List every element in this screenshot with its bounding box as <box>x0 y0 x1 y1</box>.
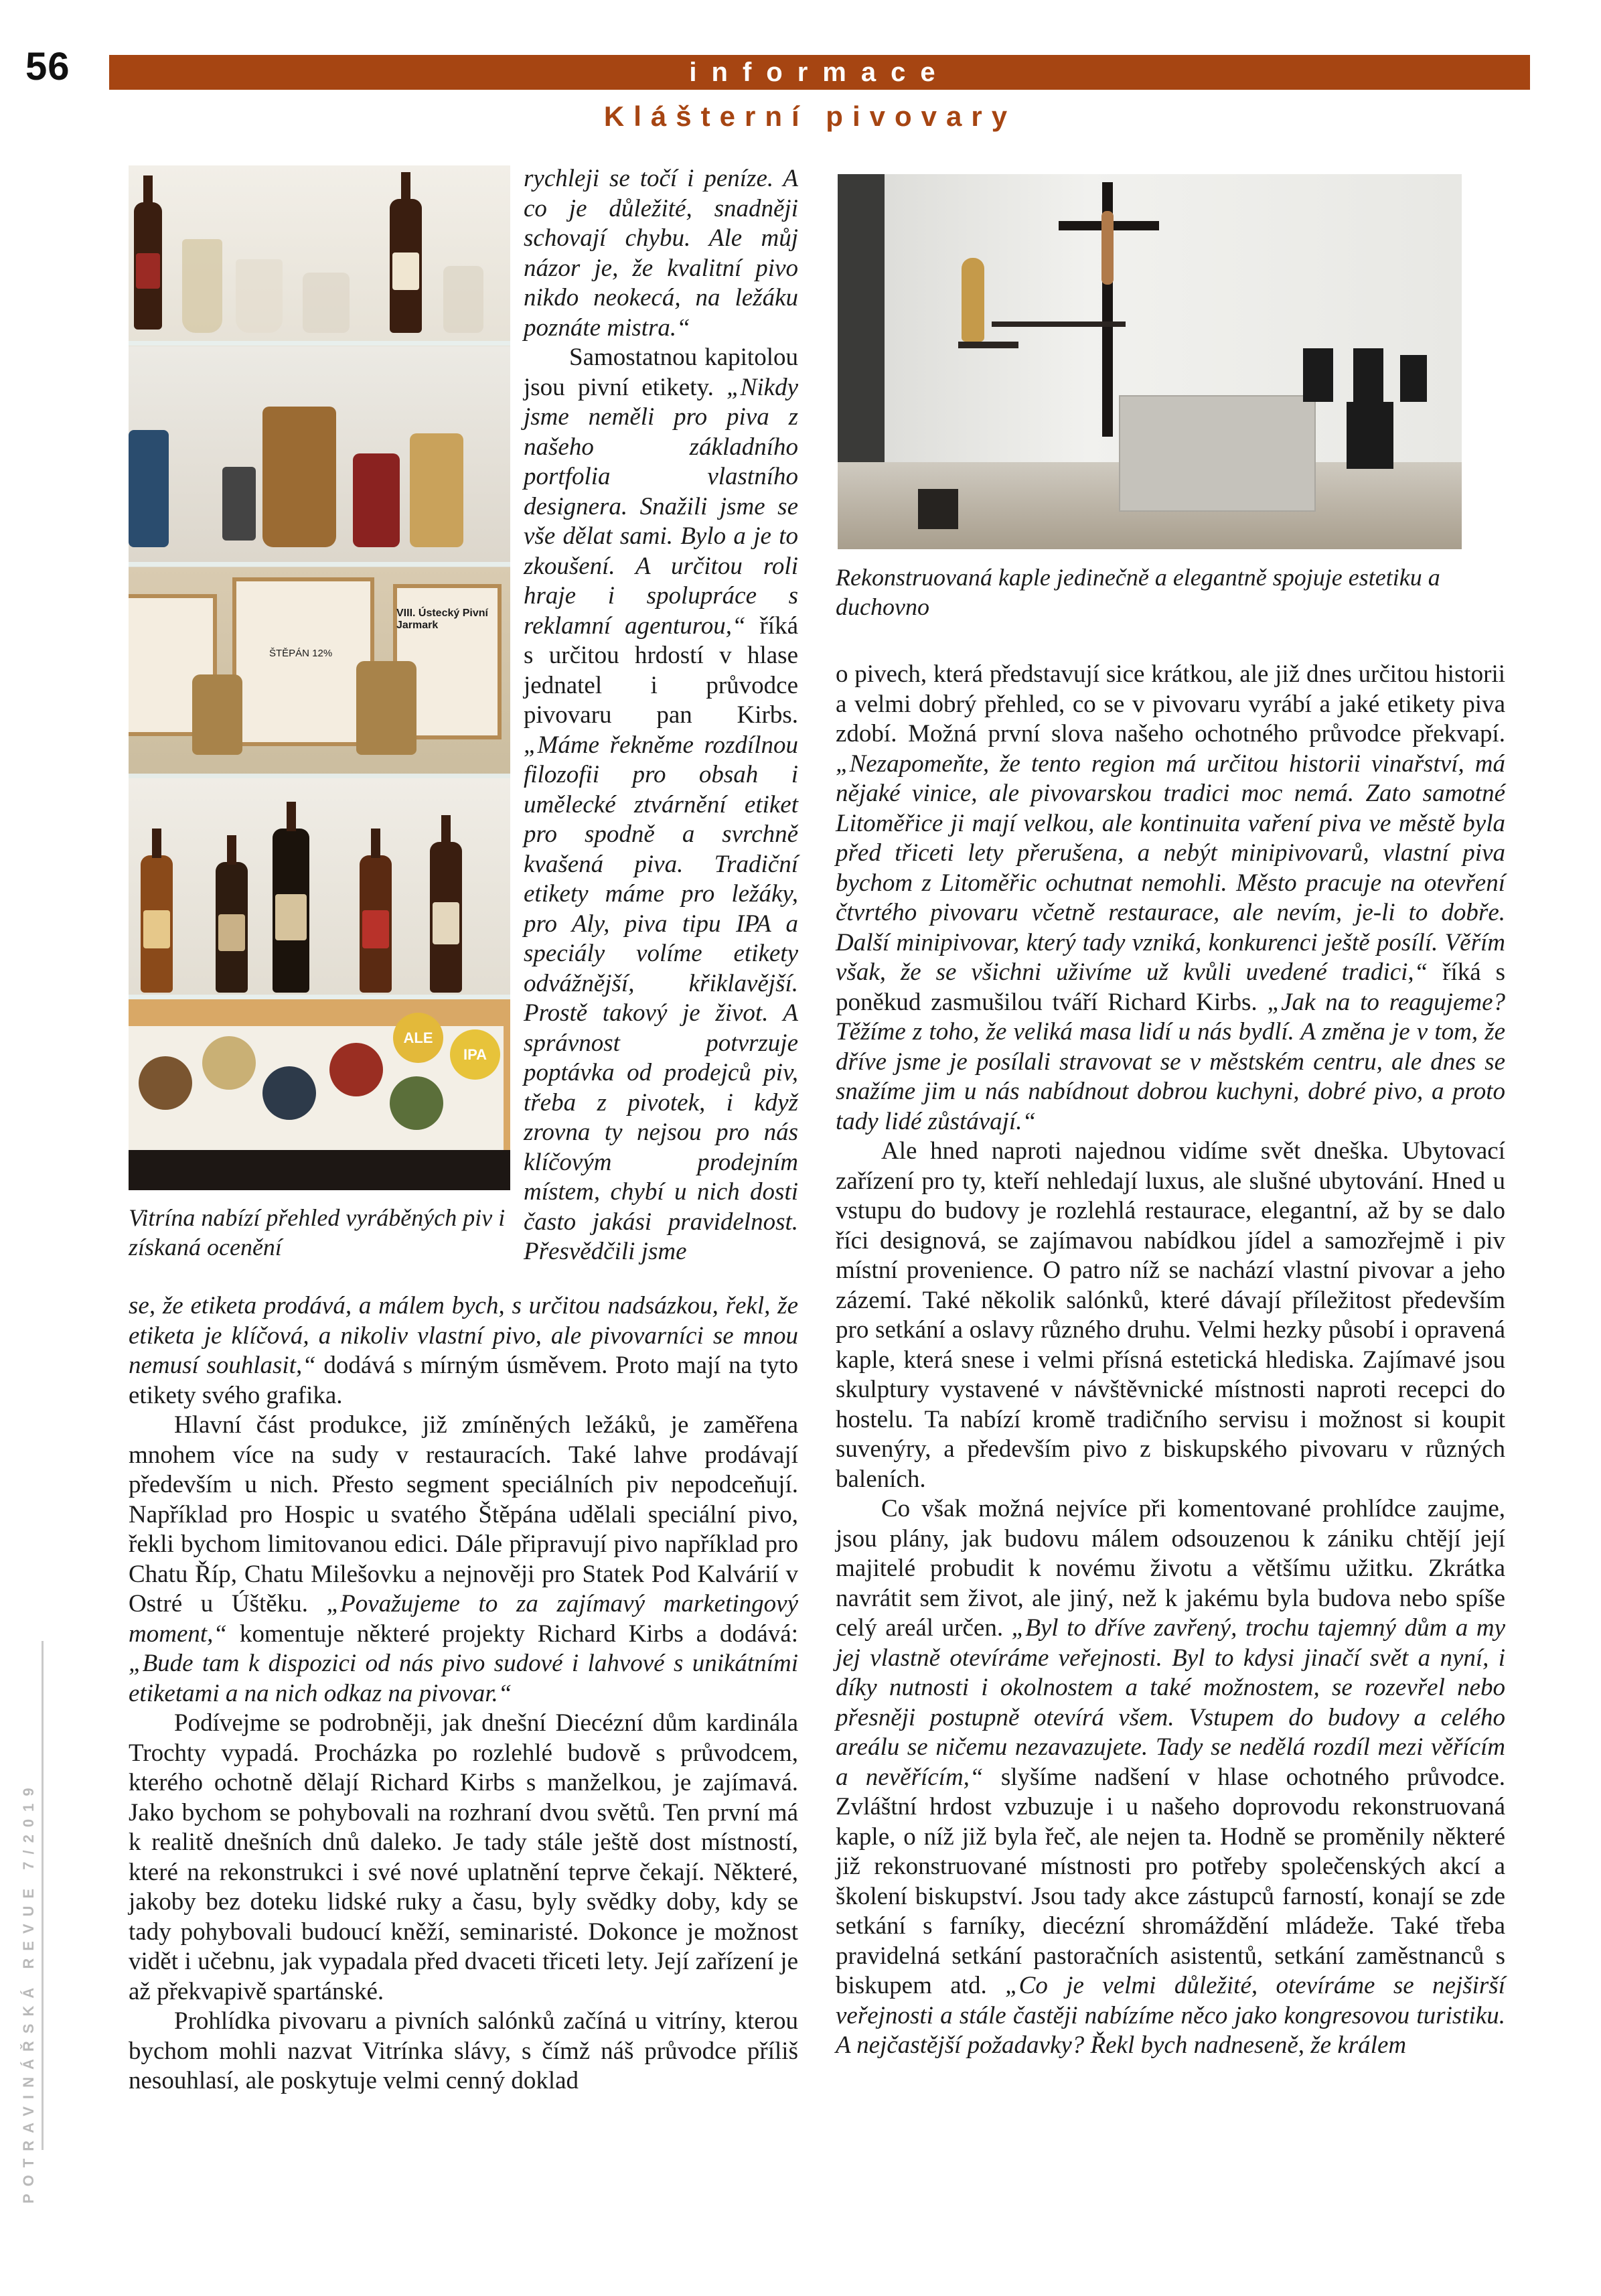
body-text: Co však možná nejvíce při komentované prohlídce zaujme, jsou plány, jak budovu málem odsouzenou k zániku chtějí její majitelé probudit k novému životu a většímu užitku. Zkrátka navrátit sem život, ale jiný, než k jakému byla budova nebo spíše celý areál určen. <box>836 1495 1505 1642</box>
coaster-ipa: IPA <box>450 1029 500 1080</box>
body-text: říká s poněkud zasmušilou tváří Richard Kirbs. <box>836 958 1505 1016</box>
poster-text: VIII. Ústecký Pivní Jarmark <box>396 607 488 631</box>
body-text: Samostatnou kapitolou jsou pivní etikety. <box>524 344 798 401</box>
body-text: dodává s mírným úsměvem. Proto mají na tyto etikety svého grafika. <box>129 1352 798 1409</box>
quote-text: „Považujeme to za zajímavý marketingový moment,“ <box>129 1590 798 1648</box>
article-paragraph <box>524 343 798 1267</box>
article-paragraph <box>129 1291 798 1411</box>
article-paragraph <box>836 660 1505 1137</box>
vitrine-caption: Vitrína nabízí přehled vyráběných piv i získaná ocenění <box>129 1204 506 1261</box>
narrow-text-column <box>524 164 798 1267</box>
article-paragraph <box>129 1411 798 1709</box>
page-number: 56 <box>25 45 70 88</box>
chapel-caption: Rekonstruovaná kaple jedinečně a elegantně spojuje estetiku a duchovno <box>836 564 1440 620</box>
sidebar-rule <box>42 1641 44 2150</box>
quote-text: „Co je velmi důležité, otevíráme se nejširší veřejnosti a stále častěji nabízíme něco jako kongresovou turistiku. A nejčastější požadavky? Řekl bych nadneseně, že králem <box>836 1972 1505 2059</box>
article-title: Klášterní pivovary <box>603 100 1017 132</box>
vitrine-photo <box>129 165 510 1190</box>
chapel-photo <box>838 174 1462 549</box>
article-paragraph <box>129 2007 798 2096</box>
body-text: komentuje některé projekty Richard Kirbs a dodává: <box>239 1620 799 1648</box>
quote-text: se, že etiketa prodává, a málem bych, s určitou nadsázkou, řekl, že etiketa je klíčová, a nikoliv vlastní pivo, ale pivovarníci se mnou nemusí souhlasit,“ <box>129 1292 798 1379</box>
certificate-text: ŠTĚPÁN 12% <box>269 648 333 659</box>
right-text-column <box>836 660 1505 2061</box>
quote-text: „Bude tam k dispozici od nás pivo sudové i lahvové s unikátními etiketami a na nich odkaz na pivovar.“ <box>129 1650 798 1707</box>
body-text: Hlavní část produkce, již zmíněných ležáků, je zaměřena mnohem více na sudy v restauracích. Také lahve prodávají především u nich. Přesto segment speciálních piv nepodceňují. Například pro Hospic u svatého Štěpána udělali speciální pivo, řekli bychom limitovanou edici. Dále připravují pivo například pro Chatu Říp, Chatu Milešovku a nejnověji pro Statek Pod Kalvárií v Ostré u Úštěku. <box>129 1411 798 1618</box>
article-paragraph <box>836 1494 1505 2061</box>
body-text: Podívejme se podrobněji, jak dnešní Diecézní dům kardinála Trochty vypadá. Procházka po rozlehlé budově s průvodcem, kterého ochotně dělají Richard Kirbs s manželkou, je zajímavá. Jako bychom se pohybovali na rozhraní dvou světů. Ten první má k realitě dnešních dnů daleko. Je tady stále ještě dost místností, které na rekonstrukci i své nové uplatnění teprve čekají. Některé, jakoby bez doteku lidské ruky a času, byly svědky doby, kdy se tady pohybovali budoucí kněží, seminaristé. Dokonce je možnost vidět i učebnu, jak vypadala před dvaceti třiceti lety. Její zařízení je až překvapivě spartánské. <box>129 1709 798 2005</box>
article-paragraph <box>129 1709 798 2007</box>
quote-text: „Jak na to reagujeme? Těžíme z toho, že veliká masa lidí u nás bydlí. A změna je v tom, že dříve jsme je posílali stravovat se v městském centru, ale dnes se snažíme jim u nás nabídnout dobrou kuchyni, dobré pivo, a proto tady lidé zůstávají.“ <box>836 988 1506 1135</box>
body-text: Prohlídka pivovaru a pivních salónků začíná u vitríny, kterou bychom mohli nazvat Vitrínka slávy, s čímž náš průvodce příliš nesouhlasí, ale poskytuje velmi cenný doklad <box>129 2007 798 2094</box>
article-paragraph <box>836 1137 1505 1494</box>
quote-text: „Nezapomeňte, že tento region má určitou historii vinařství, má nějaké vinice, ale pivovarskou tradici moc nemá. Zato samotné Litoměřice ji mají velkou, ale kontinuita vaření piva ve městě byla před třiceti lety přerušena, a nebýt minipivovarů, vlastní piva bychom z Litoměřic ochutnat nemohli. Město pracuje na otevření čtvrtého pivovaru včetně restaurace, ale nevím, je-li to dobře. Další minipivovar, který tady vzniká, konkurenci ještě posílí. Věřím však, že se všichni uživíme už kvůli uvedené tradici,“ <box>836 749 1505 986</box>
quote-text: „Máme řekněme rozdílnou filozofii pro obsah i umělecké ztvárnění etiket pro spodně a svrchně kvašená piva. Tradiční etikety máme pro ležáky, pro Aly, piva tipu IPA a speciály volíme etikety odvážnější, křiklavější. Prostě takový je život. A správnost potvrzuje poptávka od prodejců piv, třeba z pivotek, i když zrovna ty nejsou pro nás klíčovým prodejním místem, chybí u nich dosti často jakási pravidelnost. Přesvědčili jsme <box>524 731 798 1265</box>
body-text: Ale hned naproti najednou vidíme svět dneška. Ubytovací zařízení pro ty, kteří nehledají luxus, ale slušné ubytování. Hned u vstupu do budovy je rozlehlá restaurace, elegantní, až by se dalo říci designová, se zajímavou nabídkou jídel a samozřejmě i piv místní provenience. O patro níž se nachází vlastní pivovar a jeho zázemí. Také několik salónků, které dávají příležitost především pro setkání a oslavy různého druhu. Velmi hezky působí i opravená kaple, která snese i velmi přísná estetická hlediska. Zajímavé jsou skulptury vystavené v návštěvnické místnosti naproti recepci do hostelu. Ta nabízí kromě tradičního servisu i možnost si koupit suvenýry, a především pivo z biskupského pivovaru v různých baleních. <box>836 1137 1505 1493</box>
article-paragraph <box>524 164 798 343</box>
section-label: informace <box>689 58 950 87</box>
quote-text: „Byl to dříve zavřený, trochu tajemný dům a my jej vlastně otevíráme veřejnosti. Byl to kdysi jinačí svět a nyní, i díky nutnosti i okolnostem a také možnostem, se rozevřel nebo přesněji postupně otevírá všem. Vstupem do budovy a celého areálu se ničemu nezavazujete. Tady se nedělá rozdíl mezi věřícím a nevěřícím,“ <box>836 1614 1505 1791</box>
quote-text: „Nikdy jsme neměli pro piva z našeho základního portfolia vlastního designera. Snažili jsme se vše dělat sami. Bylo a je to zkoušení. A určitou roli hraje i spolupráce s reklamní agenturou,“ <box>524 373 798 640</box>
body-text: slyšíme nadšení v hlase ochotného průvodce. Zvláštní hrdost vzbuzuje i u našeho doprovodu rekonstruovaná kaple, o níž již byla řeč, ale nejen ta. Hodně se proměnily některé již rekonstruované místnosti pro potřeby společenských akcí a školení biskupství. Jsou tady akce zástupců farností, konají se zde setkání s farníky, diecézní shromáždění mládeže. Také třeba pravidelná setkání pastoračních asistentů, setkání zaměstnanců s biskupem atd. <box>836 1763 1506 1999</box>
left-text-column <box>129 1291 798 2096</box>
coaster-ale: ALE <box>393 1013 443 1063</box>
body-text: říká s určitou hrdostí v hlase jednatel i průvodce pivovaru pan Kirbs. <box>524 612 798 729</box>
body-text: o pivech, která představují sice krátkou, ale již dnes určitou historii a velmi dobrý přehled, co se v pivovaru vyrábí a jaké etikety piva zdobí. Možná první slova našeho ochotného průvodce překvapí. <box>836 660 1505 747</box>
quote-text: rychleji se točí i peníze. A co je důležité, snadněji schovají chybu. Ale můj názor je, že kvalitní pivo nikdo neokecá, na ležáku poznáte mistra.“ <box>524 165 798 342</box>
sidebar-publication: POTRAVINÁŘSKÁ REVUE 7/2019 <box>20 1780 37 2204</box>
